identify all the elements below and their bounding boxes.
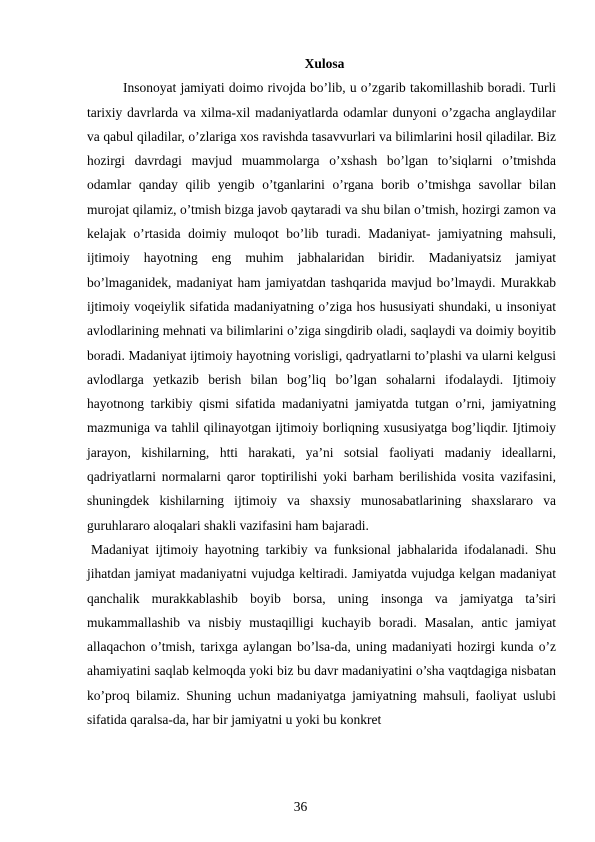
paragraph-2: Madaniyat ijtimoiy hayotning tarkibiy va funksional jabhalarida ifodalanadi. Shu jihatdan jamiyat madaniyatni vujudga keltiradi. Jamiyatda vujudga kelgan madaniyat qanchalik murakkablashib boyib borsa, uning insonga va jamiyatga ta’siri mukammallashib va nisbiy mustaqilligi kuchayib boradi. Masalan, antic jamiyat allaqachon o’tmish, tarixga aylangan bo’lsa-da, uning madaniyati hozirgi kunda o’z ahamiyatini saqlab kelmoqda yoki biz bu davr madaniyatini o’sha vaqtdagiga nisbatan ko’proq bilamiz. Shuning uchun madaniyatga jamiyatning mahsuli, faoliyat uslubi sifatida qaralsa-da, har bir jamiyatni u yoki bu konkret [87, 541, 556, 728]
page-number: 36 [293, 799, 308, 814]
document-title: Xulosa [304, 56, 345, 71]
document-page [87, 52, 556, 732]
paragraph-1: Insonoyat jamiyati doimo rivojda bo’lib, u o’zgarib takomillashib boradi. Turli tarixiy davrlarda va xilma-xil madaniyatlarda odamlar dunyoni o’zgacha anglaydilar va qabul qiladilar, o’zlariga xos ravishda tasavvurlari va bilimlarini hosil qiladilar. Biz hozirgi davrdagi mavjud muammolarga o’xshash bo’lgan to’siqlarni o’tmishda odamlar qanday qilib yengib o’tganlarini o’rgana borib o’tmishga savollar bilan murojat qilamiz, o’tmish bizga javob qaytaradi va shu bilan o’tmish, hozirgi zamon va kelajak o’rtasida doimiy muloqot bo’lib turadi. Madaniyat- jamiyatning mahsuli, ijtimoiy hayotning eng muhim jabhalaridan biridir. Madaniyatsiz jamiyat bo’lmaganidek, madaniyat ham jamiyatdan tashqarida mavjud bo’lmaydi. Murakkab ijtimoiy voqeiylik sifatida madaniyatning o’ziga hos hususiyati shundaki, u insoniyat avlodlarining mehnati va bilimlarini o’ziga singdirib oladi, saqlaydi va doimiy boyitib boradi. Madaniyat ijtimoiy hayotning vorisligi, qadryatlarni to’plashi va ularni kelgusi avlodlarga yetkazib berish bilan bog’liq bo’lgan sohalarni ifodalaydi. Ijtimoiy hayotnong tarkibiy qismi sifatida madaniyatni jamiyatda tutgan o’rni, jamiyatning mazmuniga va tahlil qilinayotgan ijtimoiy borliqning xususiyatga bog’liqdir. Ijtimoiy jarayon, kishilarning, htti harakati, ya’ni sotsial faoliyati madaniy ideallarni, qadriyatlarni normalarni qaror toptirilishi yoki barham berilishida vosita vazifasini, shuningdek kishilarning ijtimoiy va shaxsiy munosabatlarining shaxslararo va guruhlararo aloqalari shakli vazifasini ham bajaradi. [87, 80, 556, 533]
